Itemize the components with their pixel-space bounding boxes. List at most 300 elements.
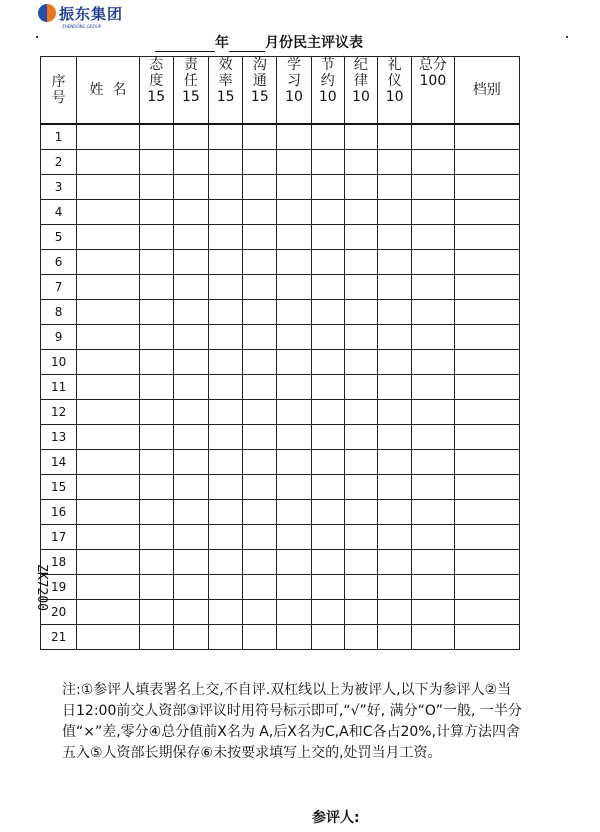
table-cell[interactable] xyxy=(277,450,311,475)
table-cell[interactable] xyxy=(77,625,139,650)
table-cell[interactable] xyxy=(77,425,139,450)
table-cell[interactable] xyxy=(412,425,454,450)
table-cell[interactable] xyxy=(378,375,412,400)
table-cell[interactable] xyxy=(344,425,377,450)
table-cell[interactable] xyxy=(209,600,243,625)
row-number: 13 xyxy=(41,425,77,450)
header-cell-saving: 节 约 10 xyxy=(311,57,344,125)
header-cell-name: 姓 名 xyxy=(77,57,139,125)
table-cell[interactable] xyxy=(378,150,412,175)
table-cell[interactable] xyxy=(173,475,208,500)
table-cell[interactable] xyxy=(173,300,208,325)
table-cell[interactable] xyxy=(454,525,520,550)
table-cell[interactable] xyxy=(454,124,520,150)
table-row xyxy=(41,500,520,525)
table-cell[interactable] xyxy=(77,550,139,575)
table-cell[interactable] xyxy=(454,150,520,175)
row-number: 10 xyxy=(41,350,77,375)
table-cell[interactable] xyxy=(277,150,311,175)
table-cell[interactable] xyxy=(344,350,377,375)
table-cell[interactable] xyxy=(412,124,454,150)
table-cell[interactable] xyxy=(139,300,173,325)
table-cell[interactable] xyxy=(209,550,243,575)
table-row xyxy=(41,600,520,625)
table-row xyxy=(41,250,520,275)
table-cell[interactable] xyxy=(344,550,377,575)
table-cell[interactable] xyxy=(139,575,173,600)
table-cell[interactable] xyxy=(412,450,454,475)
table-row xyxy=(41,475,520,500)
table-cell[interactable] xyxy=(243,250,277,275)
table-cell[interactable] xyxy=(412,250,454,275)
table-cell[interactable] xyxy=(277,350,311,375)
table-cell[interactable] xyxy=(209,275,243,300)
table-cell[interactable] xyxy=(277,425,311,450)
table-row xyxy=(41,124,520,150)
margin-dot xyxy=(36,36,38,38)
row-number: 19 xyxy=(41,575,77,600)
table-cell[interactable] xyxy=(454,200,520,225)
table-cell[interactable] xyxy=(243,525,277,550)
table-cell[interactable] xyxy=(412,150,454,175)
table-cell[interactable] xyxy=(173,375,208,400)
row-number: 2 xyxy=(41,150,77,175)
table-cell[interactable] xyxy=(243,175,277,200)
year-blank xyxy=(155,37,215,52)
table-cell[interactable] xyxy=(311,150,344,175)
header-cell-total: 总分 100 xyxy=(412,57,454,125)
table-row xyxy=(41,625,520,650)
table-cell[interactable] xyxy=(243,300,277,325)
table-cell[interactable] xyxy=(412,325,454,350)
table-cell[interactable] xyxy=(209,400,243,425)
month-blank xyxy=(229,37,265,52)
table-cell[interactable] xyxy=(344,475,377,500)
table-cell[interactable] xyxy=(139,225,173,250)
table-cell[interactable] xyxy=(311,500,344,525)
table-cell[interactable] xyxy=(173,175,208,200)
table-cell[interactable] xyxy=(243,400,277,425)
table-cell[interactable] xyxy=(173,150,208,175)
table-cell[interactable] xyxy=(139,275,173,300)
table-row xyxy=(41,575,520,600)
table-cell[interactable] xyxy=(243,600,277,625)
table-cell[interactable] xyxy=(77,350,139,375)
table-cell[interactable] xyxy=(412,350,454,375)
table-cell[interactable] xyxy=(311,200,344,225)
header-cell-learning: 学 习 10 xyxy=(277,57,311,125)
table-cell[interactable] xyxy=(454,400,520,425)
table-cell[interactable] xyxy=(139,525,173,550)
table-cell[interactable] xyxy=(277,475,311,500)
row-number: 1 xyxy=(41,124,77,150)
table-cell[interactable] xyxy=(277,275,311,300)
table-cell[interactable] xyxy=(311,225,344,250)
table-cell[interactable] xyxy=(77,175,139,200)
row-number: 9 xyxy=(41,325,77,350)
table-row xyxy=(41,275,520,300)
table-cell[interactable] xyxy=(77,375,139,400)
table-row xyxy=(41,225,520,250)
table-cell[interactable] xyxy=(209,575,243,600)
page-title xyxy=(155,32,363,52)
table-cell[interactable] xyxy=(277,600,311,625)
table-cell[interactable] xyxy=(173,400,208,425)
table-cell[interactable] xyxy=(77,600,139,625)
header-cell-communication: 沟 通 15 xyxy=(243,57,277,125)
table-cell[interactable] xyxy=(139,175,173,200)
table-cell[interactable] xyxy=(311,300,344,325)
table-cell[interactable] xyxy=(209,250,243,275)
table-cell[interactable] xyxy=(454,275,520,300)
table-cell[interactable] xyxy=(243,575,277,600)
table-cell[interactable] xyxy=(412,225,454,250)
table-cell[interactable] xyxy=(378,200,412,225)
table-cell[interactable] xyxy=(173,325,208,350)
table-cell[interactable] xyxy=(139,550,173,575)
table-cell[interactable] xyxy=(311,250,344,275)
table-cell[interactable] xyxy=(209,625,243,650)
table-cell[interactable] xyxy=(311,124,344,150)
table-cell[interactable] xyxy=(344,500,377,525)
logo-subtitle: ZHENDONG GROUP xyxy=(62,24,102,29)
table-row xyxy=(41,150,520,175)
table-cell[interactable] xyxy=(344,325,377,350)
table-cell[interactable] xyxy=(77,400,139,425)
table-cell[interactable] xyxy=(344,275,377,300)
table-cell[interactable] xyxy=(344,300,377,325)
table-cell[interactable] xyxy=(412,525,454,550)
table-cell[interactable] xyxy=(454,425,520,450)
table-row xyxy=(41,200,520,225)
table-cell[interactable] xyxy=(173,425,208,450)
table-cell[interactable] xyxy=(139,475,173,500)
table-row xyxy=(41,525,520,550)
table-cell[interactable] xyxy=(412,600,454,625)
row-number: 14 xyxy=(41,450,77,475)
table-cell[interactable] xyxy=(311,600,344,625)
table-cell[interactable] xyxy=(454,550,520,575)
table-cell[interactable] xyxy=(344,150,377,175)
table-cell[interactable] xyxy=(378,625,412,650)
table-cell[interactable] xyxy=(209,375,243,400)
table-cell[interactable] xyxy=(311,325,344,350)
table-cell[interactable] xyxy=(243,450,277,475)
table-cell[interactable] xyxy=(243,275,277,300)
table-cell[interactable] xyxy=(77,575,139,600)
table-cell[interactable] xyxy=(344,250,377,275)
table-cell[interactable] xyxy=(139,150,173,175)
table-row xyxy=(41,450,520,475)
table-cell[interactable] xyxy=(344,625,377,650)
header-cell-attitude: 态 度 15 xyxy=(139,57,173,125)
table-row xyxy=(41,550,520,575)
table-cell[interactable] xyxy=(412,550,454,575)
table-cell[interactable] xyxy=(454,325,520,350)
row-number: 20 xyxy=(41,600,77,625)
table-cell[interactable] xyxy=(454,225,520,250)
table-cell[interactable] xyxy=(454,350,520,375)
table-cell[interactable] xyxy=(173,225,208,250)
header-row xyxy=(41,57,520,125)
table-cell[interactable] xyxy=(378,124,412,150)
table-cell[interactable] xyxy=(139,450,173,475)
table-cell[interactable] xyxy=(243,375,277,400)
table-cell[interactable] xyxy=(77,200,139,225)
table-cell[interactable] xyxy=(412,300,454,325)
table-cell[interactable] xyxy=(77,225,139,250)
table-cell[interactable] xyxy=(311,400,344,425)
table-cell[interactable] xyxy=(378,275,412,300)
table-cell[interactable] xyxy=(173,500,208,525)
table-cell[interactable] xyxy=(378,400,412,425)
table-cell[interactable] xyxy=(344,225,377,250)
table-cell[interactable] xyxy=(77,275,139,300)
table-cell[interactable] xyxy=(412,175,454,200)
table-cell[interactable] xyxy=(378,250,412,275)
table-cell[interactable] xyxy=(378,300,412,325)
row-number: 21 xyxy=(41,625,77,650)
header-cell-discipline: 纪 律 10 xyxy=(344,57,377,125)
table-cell[interactable] xyxy=(139,625,173,650)
table-cell[interactable] xyxy=(454,250,520,275)
table-cell[interactable] xyxy=(173,124,208,150)
table-cell[interactable] xyxy=(412,575,454,600)
row-number: 4 xyxy=(41,200,77,225)
row-number: 6 xyxy=(41,250,77,275)
table-cell[interactable] xyxy=(243,425,277,450)
table-cell[interactable] xyxy=(378,325,412,350)
header-cell-grade: 档别 xyxy=(454,57,520,125)
table-cell[interactable] xyxy=(454,600,520,625)
table-cell[interactable] xyxy=(277,225,311,250)
table-cell[interactable] xyxy=(139,200,173,225)
table-cell[interactable] xyxy=(344,124,377,150)
table-cell[interactable] xyxy=(412,625,454,650)
table-cell[interactable] xyxy=(277,250,311,275)
table-cell[interactable] xyxy=(209,425,243,450)
table-cell[interactable] xyxy=(277,124,311,150)
table-cell[interactable] xyxy=(311,475,344,500)
table-cell[interactable] xyxy=(139,124,173,150)
table-row xyxy=(41,400,520,425)
table-cell[interactable] xyxy=(209,350,243,375)
logo-icon xyxy=(38,4,56,22)
table-cell[interactable] xyxy=(77,150,139,175)
table-cell[interactable] xyxy=(77,250,139,275)
table-cell[interactable] xyxy=(209,475,243,500)
table-cell[interactable] xyxy=(378,450,412,475)
table-cell[interactable] xyxy=(209,500,243,525)
table-cell[interactable] xyxy=(412,275,454,300)
table-cell[interactable] xyxy=(209,200,243,225)
table-cell[interactable] xyxy=(209,175,243,200)
table-cell[interactable] xyxy=(243,200,277,225)
row-number: 8 xyxy=(41,300,77,325)
margin-dot xyxy=(566,36,568,38)
header-cell-efficiency: 效 率 15 xyxy=(209,57,243,125)
table-cell[interactable] xyxy=(311,625,344,650)
table-cell[interactable] xyxy=(277,525,311,550)
table-cell[interactable] xyxy=(277,325,311,350)
table-cell[interactable] xyxy=(378,425,412,450)
table-cell[interactable] xyxy=(344,525,377,550)
table-cell[interactable] xyxy=(209,300,243,325)
table-cell[interactable] xyxy=(243,325,277,350)
table-cell[interactable] xyxy=(412,375,454,400)
table-cell[interactable] xyxy=(139,250,173,275)
table-cell[interactable] xyxy=(277,500,311,525)
table-cell[interactable] xyxy=(243,475,277,500)
table-cell[interactable] xyxy=(243,225,277,250)
table-row xyxy=(41,350,520,375)
header-cell-etiquette: 礼 仪 10 xyxy=(378,57,412,125)
table-cell[interactable] xyxy=(173,350,208,375)
table-cell[interactable] xyxy=(209,525,243,550)
table-cell[interactable] xyxy=(243,150,277,175)
table-cell[interactable] xyxy=(173,250,208,275)
table-cell[interactable] xyxy=(139,500,173,525)
table-row xyxy=(41,175,520,200)
table-cell[interactable] xyxy=(311,275,344,300)
header-cell-index: 序 号 xyxy=(41,57,77,125)
table-cell[interactable] xyxy=(243,500,277,525)
table-row xyxy=(41,300,520,325)
evaluation-table xyxy=(40,56,520,650)
table-cell[interactable] xyxy=(454,625,520,650)
title-year-label: 年 xyxy=(215,35,229,51)
table-cell[interactable] xyxy=(209,124,243,150)
table-row xyxy=(41,375,520,400)
table-cell[interactable] xyxy=(277,550,311,575)
table-cell[interactable] xyxy=(139,350,173,375)
table-cell[interactable] xyxy=(173,550,208,575)
table-cell[interactable] xyxy=(277,625,311,650)
table-cell[interactable] xyxy=(77,325,139,350)
table-cell[interactable] xyxy=(344,375,377,400)
table-cell[interactable] xyxy=(378,175,412,200)
table-cell[interactable] xyxy=(173,575,208,600)
table-cell[interactable] xyxy=(344,200,377,225)
table-cell[interactable] xyxy=(344,400,377,425)
table-cell[interactable] xyxy=(243,350,277,375)
logo-name: 振东集团 xyxy=(59,4,124,23)
table-cell[interactable] xyxy=(209,325,243,350)
table-cell[interactable] xyxy=(139,425,173,450)
table-cell[interactable] xyxy=(344,575,377,600)
table-cell[interactable] xyxy=(77,300,139,325)
row-number: 11 xyxy=(41,375,77,400)
table-cell[interactable] xyxy=(173,600,208,625)
table-cell[interactable] xyxy=(77,525,139,550)
row-number: 15 xyxy=(41,475,77,500)
header-cell-responsibility: 责 任 15 xyxy=(173,57,208,125)
table-cell[interactable] xyxy=(454,175,520,200)
row-number: 17 xyxy=(41,525,77,550)
reviewer-label: 参评人: xyxy=(312,810,360,826)
table-cell[interactable] xyxy=(277,400,311,425)
table-row xyxy=(41,325,520,350)
table-cell[interactable] xyxy=(77,450,139,475)
row-number: 18 xyxy=(41,550,77,575)
table-cell[interactable] xyxy=(378,600,412,625)
row-number: 3 xyxy=(41,175,77,200)
side-code: ZK7200 xyxy=(33,564,49,611)
table-cell[interactable] xyxy=(454,375,520,400)
table-cell[interactable] xyxy=(139,375,173,400)
table-cell[interactable] xyxy=(378,475,412,500)
table-cell[interactable] xyxy=(311,575,344,600)
table-cell[interactable] xyxy=(243,625,277,650)
table-cell[interactable] xyxy=(173,625,208,650)
table-cell[interactable] xyxy=(77,500,139,525)
table-cell[interactable] xyxy=(139,600,173,625)
table-cell[interactable] xyxy=(173,200,208,225)
table-cell[interactable] xyxy=(173,275,208,300)
table-cell[interactable] xyxy=(173,450,208,475)
table-cell[interactable] xyxy=(277,175,311,200)
table-cell[interactable] xyxy=(311,550,344,575)
table-cell[interactable] xyxy=(378,350,412,375)
table-cell[interactable] xyxy=(344,600,377,625)
table-cell[interactable] xyxy=(454,475,520,500)
table-cell[interactable] xyxy=(277,300,311,325)
table-cell[interactable] xyxy=(412,400,454,425)
table-cell[interactable] xyxy=(311,525,344,550)
table-cell[interactable] xyxy=(139,325,173,350)
table-cell[interactable] xyxy=(454,575,520,600)
table-cell[interactable] xyxy=(209,450,243,475)
table-cell[interactable] xyxy=(454,300,520,325)
table-cell[interactable] xyxy=(77,124,139,150)
table-cell[interactable] xyxy=(378,500,412,525)
table-cell[interactable] xyxy=(378,525,412,550)
table-cell[interactable] xyxy=(378,575,412,600)
table-cell[interactable] xyxy=(412,500,454,525)
row-number: 5 xyxy=(41,225,77,250)
table-cell[interactable] xyxy=(344,450,377,475)
table-cell[interactable] xyxy=(243,550,277,575)
table-cell[interactable] xyxy=(344,175,377,200)
table-cell[interactable] xyxy=(311,175,344,200)
table-cell[interactable] xyxy=(209,150,243,175)
table-cell[interactable] xyxy=(311,375,344,400)
table-row xyxy=(41,425,520,450)
table-cell[interactable] xyxy=(139,400,173,425)
table-cell[interactable] xyxy=(173,525,208,550)
row-number: 12 xyxy=(41,400,77,425)
table-cell[interactable] xyxy=(209,225,243,250)
table-cell[interactable] xyxy=(277,200,311,225)
table-cell[interactable] xyxy=(277,575,311,600)
row-number: 7 xyxy=(41,275,77,300)
title-month-label: 月份民主评议表 xyxy=(265,35,363,51)
table-cell[interactable] xyxy=(454,450,520,475)
table-cell[interactable] xyxy=(412,200,454,225)
table-cell[interactable] xyxy=(454,500,520,525)
table-cell[interactable] xyxy=(311,450,344,475)
table-cell[interactable] xyxy=(243,124,277,150)
table-cell[interactable] xyxy=(378,550,412,575)
table-cell[interactable] xyxy=(311,425,344,450)
table-cell[interactable] xyxy=(412,475,454,500)
table-cell[interactable] xyxy=(77,475,139,500)
table-cell[interactable] xyxy=(378,225,412,250)
table-cell[interactable] xyxy=(311,350,344,375)
company-logo xyxy=(38,2,124,29)
note-text: 注:①参评人填表署名上交,不自评.双杠线以上为被评人,以下为参评人②当日12:00前交人资部③评议时用符号标示即可,“√”好, 满分“O”一般, 一半分值“×”差,零分④总分值前X名为 A,后X名为C,A和C各占20%,计算方法四舍五入⑤人资部长期保存⑥未按要求填写上交的,处罚当月工资。 xyxy=(62,682,522,761)
table-cell[interactable] xyxy=(277,375,311,400)
